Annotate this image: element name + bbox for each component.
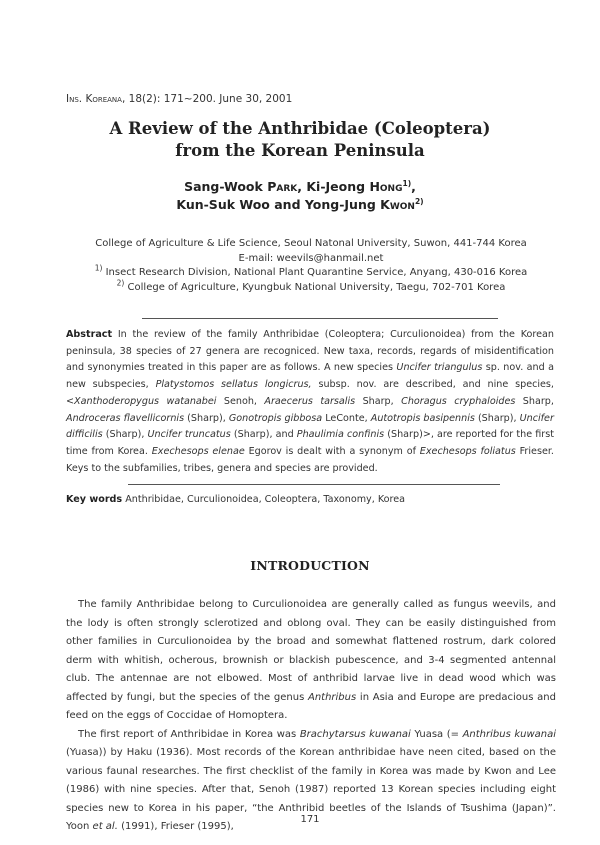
affiliation-1 [0, 263, 600, 281]
author-4-family: Kwon [380, 197, 415, 212]
affiliation-1-mark: 1) [94, 263, 103, 273]
abstract [66, 327, 554, 477]
abstract-text: LeConte, [325, 412, 368, 424]
abstract-text: (Sharp), and [233, 429, 294, 441]
author-4-affil-mark: 2) [414, 196, 424, 206]
taxon-name: Exechesops elenae [151, 445, 245, 457]
taxon-name: Androceras flavellicornis [66, 412, 185, 424]
paragraph-text: The first report of Anthribidae in Korea was [78, 728, 297, 740]
paragraph [66, 596, 556, 726]
author-line-1: Sang-Wook Park, Ki-Jeong Hong$^{1)}$, [184, 178, 416, 194]
abstract-text: In the review of the family Anthribidae (Coleoptera; Curculionoidea) from the Korean peninsula, 38 species of 27 genera are recogniced. New taxa, records, regards of misidentification and synonymies treated in this paper are as follows. A new species [66, 329, 554, 374]
abstract-text: subsp. nov. are described, and nine species, < [66, 379, 554, 407]
taxon-name: Uncifer difficilis [66, 412, 554, 441]
taxon-name: Brachytarsus kuwanai [299, 728, 411, 740]
affiliation-2-text: College of Agriculture, Kyungbuk National University, Taegu, 702-701 Korea [127, 281, 506, 293]
taxon-name: Autotropis basipennis [370, 412, 475, 424]
taxon-name: Gonotropis gibbosa [228, 412, 323, 424]
author-2-affil-mark: 1) [402, 178, 412, 188]
page-number: 171 [300, 814, 320, 825]
abstract-text: Frieser. Keys to the subfamilies, tribes, genera and species are provided. [66, 445, 554, 474]
abstract-text: Sharp, [362, 395, 394, 407]
taxon-name: Exechesops foliatus [419, 445, 516, 457]
abstract-text: Egorov is dealt with a synonym of [248, 445, 416, 457]
taxon-name: Xanthoderopygus watanabei [74, 395, 217, 407]
divider-bottom [128, 484, 500, 485]
paragraph-text: (1991), Frieser (1995), [121, 821, 234, 832]
paper-title [0, 118, 600, 162]
abstract-text: sp. nov. and a new subspecies, [66, 362, 554, 391]
abstract-text: Senoh, [223, 395, 257, 407]
taxon-name: Phaulimia confinis [296, 429, 385, 441]
journal-citation [66, 93, 292, 105]
email-line [0, 252, 600, 267]
affiliation-main: College of Agriculture & Life Science, Seoul Natonal University, Suwon, 441-744 Korea [95, 238, 527, 249]
author-line-2 [0, 196, 600, 214]
divider-top [142, 318, 498, 319]
abstract-text: (Sharp)>, are reported for the first time from Korea. [66, 429, 554, 457]
abstract-label: Abstract [66, 329, 113, 340]
affiliation-2 [0, 278, 600, 296]
author-1-family: Park, [267, 179, 302, 194]
author-1-given: Sang-Wook [184, 179, 263, 194]
taxon-name: Platystomos sellatus longicrus, [155, 379, 312, 391]
authors-3-4: Kun-Suk Woo and Yong-Jung [176, 197, 376, 212]
title-line-2: from the Korean Peninsula [175, 141, 425, 160]
taxon-name: Uncifer truncatus [147, 429, 231, 441]
taxon-name: Anthribus [307, 691, 357, 703]
affiliations [0, 237, 600, 295]
email-label: E-mail: [238, 252, 274, 264]
taxon-name: Uncifer triangulus [396, 362, 483, 374]
keywords-label: Key words [66, 494, 123, 505]
introduction-body [66, 596, 556, 837]
abstract-text: (Sharp), [187, 412, 226, 424]
affiliation-1-text: Insect Research Division, National Plant Quarantine Service, Anyang, 430-016 Korea [105, 267, 528, 278]
keywords [66, 492, 554, 507]
citation-details: 18(2): 171~200. June 30, 2001 [128, 93, 293, 105]
keywords-text: Anthribidae, Curculionoidea, Coleoptera, Taxonomy, Korea [125, 494, 406, 505]
paragraph-text: The family Anthribidae belong to Curculionoidea are generally called as fungus weevils, and the lody is often strongly sclerotized and oblong oval. They can be easily distinguished from other families in Curculionoidea by the broad and somewhat flattened rostrum, dark colored derm with whitish, ocherous, brownish or blackish pubescence, and 3-4 segmented antennal club. The antennae are not elbowed. Most of anthribid larvae live in dead wood which was affected by fungi, but the species of the genus [66, 599, 556, 703]
author-list [0, 178, 600, 214]
citation-etal: et al. [92, 821, 118, 832]
author-2-family: Hong [369, 179, 403, 194]
taxon-name: Choragus cryphaloides [401, 395, 516, 407]
journal-abbrev: Ins. Koreana, [66, 93, 126, 105]
abstract-text: (Sharp), [477, 412, 517, 424]
title-line-1: A Review of the Anthribidae (Coleoptera) [109, 119, 491, 138]
abstract-text: Sharp, [522, 395, 554, 407]
paragraph-text: (Yuasa)) by Haku (1936). Most records of the Korean anthribidae have neen cited, based on the various faunal researches. The first checklist of the family in Korea was made by Kwon and Lee (1986) with nine species. After that, Senoh (1987) reported 13 Korean species including eight species new to Korea in his paper, “the Anthribid beetles of the Islands of Tsushima (Japan)”. Yoon [66, 747, 556, 832]
author-2-given: Ki-Jeong [306, 179, 366, 194]
paragraph-text: in Asia and Europe are predacious and feed on the eggs of Coccidae of Homoptera. [66, 691, 556, 721]
taxon-name: Araecerus tarsalis [264, 395, 356, 407]
paragraph-text: Yuasa (= [414, 728, 459, 740]
affiliation-2-mark: 2) [116, 278, 125, 288]
taxon-name: Anthribus kuwanai [462, 728, 557, 740]
abstract-text: (Sharp), [105, 429, 145, 441]
section-heading-introduction: INTRODUCTION [250, 558, 370, 573]
email-address: weevils@hanmail.net [276, 252, 384, 264]
